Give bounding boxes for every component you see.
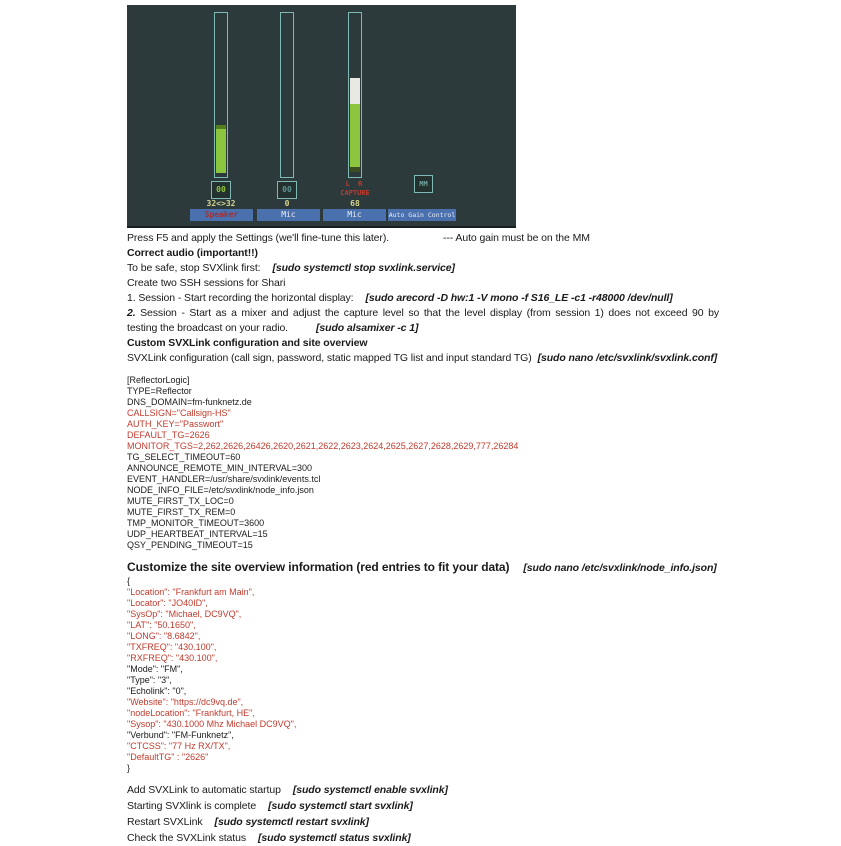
startup-command: [sudo systemctl start svxlink] — [268, 800, 413, 812]
startup-command-line — [127, 830, 719, 846]
press-f5-text: Press F5 and apply the Settings (we'll fine-tune this later). — [127, 232, 390, 244]
json-line-text: "Sysop": "430.1000 Mhz Michael DC9VQ", — [127, 719, 297, 729]
speaker-value: 32<>32 — [206, 199, 236, 208]
json-line-text: "Locator": "JO40ID", — [127, 598, 208, 608]
instruction-stop-svxlink — [127, 261, 719, 276]
json-line-text: "nodeLocation": "Frankfurt, HE", — [127, 708, 255, 718]
agc-mute-box — [414, 175, 433, 193]
capture-lr-indicator: L R — [345, 180, 365, 188]
json-line — [127, 642, 719, 653]
json-line — [127, 675, 719, 686]
session2-number: 2. — [127, 307, 136, 319]
config-line-text: CALLSIGN="Callsign-HS" — [127, 408, 231, 418]
json-line — [127, 686, 719, 697]
config-line-text: UDP_HEARTBEAT_INTERVAL=15 — [127, 529, 268, 539]
startup-commands-block — [127, 782, 719, 846]
config-line-text: MUTE_FIRST_TX_LOC=0 — [127, 496, 234, 506]
session2-text-cont: testing the broadcast on your radio. — [127, 322, 289, 334]
capture-flag-label: CAPTURE — [340, 189, 370, 197]
svxlink-conf-block — [127, 375, 719, 551]
nano-svxlink-conf-command: [sudo nano /etc/svxlink/svxlink.conf] — [537, 352, 718, 364]
config-line — [127, 474, 719, 485]
mic-capture-volume-bar — [348, 12, 362, 178]
mic-playback-db-value: 00 — [282, 185, 292, 194]
list-item-session-1 — [127, 291, 719, 306]
stop-svxlink-command: [sudo systemctl stop svxlink.service] — [272, 262, 455, 274]
document-body — [127, 231, 719, 846]
startup-command-label: Check the SVXLink status — [127, 832, 246, 844]
config-line — [127, 540, 719, 551]
json-line — [127, 719, 719, 730]
json-line — [127, 741, 719, 752]
config-line — [127, 419, 719, 430]
json-line — [127, 576, 719, 587]
json-line-text: "CTCSS": "77 Hz RX/TX", — [127, 741, 231, 751]
alsamixer-command: [sudo alsamixer -c 1] — [316, 322, 419, 334]
json-line — [127, 598, 719, 609]
session2-text: Session - Start as a mixer and adjust the capture level so that the level display (from session 1) does not exceed 90 by — [140, 307, 719, 319]
config-line-text: TMP_MONITOR_TIMEOUT=3600 — [127, 518, 265, 528]
config-line — [127, 463, 719, 474]
list-item-session-2-line2 — [127, 321, 719, 336]
json-line-text: "Type": "3", — [127, 675, 172, 685]
config-line-text: [ReflectorLogic] — [127, 375, 190, 385]
speaker-volume-bar — [214, 12, 228, 178]
json-line-text: "Location": "Frankfurt am Main", — [127, 587, 255, 597]
config-line-text: MUTE_FIRST_TX_REM=0 — [127, 507, 236, 517]
instruction-ssh-sessions: Create two SSH sessions for Shari — [127, 277, 286, 289]
mic-playback-label: Mic — [257, 209, 320, 221]
json-line-text: "TXFREQ": "430.100", — [127, 642, 217, 652]
json-line — [127, 708, 719, 719]
json-line-text: "SysOp": "Michael, DC9VQ", — [127, 609, 242, 619]
customize-heading-text: Customize the site overview information (red entries to fit your data) — [127, 560, 510, 574]
mic-playback-db-box — [277, 181, 297, 199]
json-line — [127, 653, 719, 664]
startup-command: [sudo systemctl status svxlink] — [258, 832, 411, 844]
json-line — [127, 664, 719, 675]
agc-mute-state: MM — [419, 180, 428, 188]
stop-svxlink-text: To be safe, stop SVXlink first: — [127, 262, 261, 274]
config-line-text: DEFAULT_TG=2626 — [127, 430, 210, 440]
config-line-text: MONITOR_TGS=2,262,2626,26426,2620,2621,2622,2623,2624,2625,2627,2628,2629,777,26284 — [127, 441, 519, 451]
json-line-text: "RXFREQ": "430.100", — [127, 653, 218, 663]
startup-command-line — [127, 798, 719, 814]
config-line — [127, 441, 719, 452]
mic-capture-label: Mic — [323, 209, 386, 221]
instruction-press-f5 — [127, 231, 719, 246]
auto-gain-note: --- Auto gain must be on the MM — [443, 232, 590, 244]
config-line — [127, 507, 719, 518]
mic-playback-volume-bar — [280, 12, 294, 178]
config-line — [127, 375, 719, 386]
json-line — [127, 587, 719, 598]
config-line — [127, 496, 719, 507]
config-line-text: EVENT_HANDLER=/usr/share/svxlink/events.tcl — [127, 474, 321, 484]
json-line — [127, 609, 719, 620]
speaker-label: Speaker — [190, 209, 253, 221]
config-line — [127, 430, 719, 441]
startup-command: [sudo systemctl enable svxlink] — [292, 784, 448, 796]
arecord-command: [sudo arecord -D hw:1 -V mono -f S16_LE -c1 -r48000 /dev/null] — [365, 292, 673, 304]
startup-command-line — [127, 814, 719, 830]
config-line — [127, 485, 719, 496]
json-line-text: "Echolink": "0", — [127, 686, 187, 696]
node-info-json-block — [127, 576, 719, 774]
json-line-text: "LONG": "8.6842", — [127, 631, 201, 641]
heading-customize-site — [127, 559, 719, 576]
json-line-text: "DefaultTG" : "2626" — [127, 752, 209, 762]
config-line — [127, 408, 719, 419]
session1-text: 1. Session - Start recording the horizontal display: — [127, 292, 354, 304]
config-line — [127, 452, 719, 463]
speaker-db-value: 00 — [216, 185, 226, 194]
startup-command: [sudo systemctl restart svxlink] — [214, 816, 369, 828]
config-line-text: DNS_DOMAIN=fm-funknetz.de — [127, 397, 252, 407]
config-line-text: AUTH_KEY="Passwort" — [127, 419, 224, 429]
config-line — [127, 386, 719, 397]
json-line — [127, 763, 719, 774]
svxlink-conf-text: SVXLink configuration (call sign, password, static mapped TG list and input standard TG) — [127, 352, 532, 364]
startup-command-label: Restart SVXLink — [127, 816, 203, 828]
mic-playback-value: 0 — [284, 199, 290, 208]
instruction-svxlink-conf — [127, 351, 719, 366]
startup-command-label: Add SVXLink to automatic startup — [127, 784, 281, 796]
speaker-db-box — [211, 181, 231, 199]
json-line-text: "Website": "https://dc9vq.de", — [127, 697, 244, 707]
config-line-text: QSY_PENDING_TIMEOUT=15 — [127, 540, 253, 550]
nano-node-info-command: [sudo nano /etc/svxlink/node_info.json] — [523, 562, 717, 574]
json-line-text: "Verbund": "FM-Funknetz", — [127, 730, 234, 740]
mic-capture-peak-segment — [350, 78, 360, 104]
alsamixer-screenshot — [127, 5, 516, 228]
speaker-volume-fill — [216, 125, 226, 173]
config-line — [127, 529, 719, 540]
json-line — [127, 730, 719, 741]
json-line — [127, 752, 719, 763]
startup-command-label: Starting SVXlink is complete — [127, 800, 257, 812]
startup-command-line — [127, 782, 719, 798]
config-line-text: TYPE=Reflector — [127, 386, 192, 396]
json-line-text: { — [127, 576, 131, 586]
list-item-session-2-line1 — [127, 306, 719, 321]
json-line-text: "LAT": "50.1650", — [127, 620, 196, 630]
config-line — [127, 397, 719, 408]
heading-correct-audio: Correct audio (important!!) — [127, 247, 258, 259]
json-line — [127, 631, 719, 642]
config-line-text: NODE_INFO_FILE=/etc/svxlink/node_info.json — [127, 485, 314, 495]
json-line-text: } — [127, 763, 131, 773]
json-line — [127, 697, 719, 708]
config-line-text: ANNOUNCE_REMOTE_MIN_INTERVAL=300 — [127, 463, 312, 473]
heading-custom-config: Custom SVXLink configuration and site overview — [127, 337, 368, 349]
json-line-text: "Mode": "FM", — [127, 664, 183, 674]
mic-capture-volume-fill — [350, 104, 360, 172]
config-line-text: TG_SELECT_TIMEOUT=60 — [127, 452, 241, 462]
json-line — [127, 620, 719, 631]
config-line — [127, 518, 719, 529]
agc-label: Auto Gain Control — [388, 211, 456, 219]
mic-capture-value: 68 — [350, 199, 360, 208]
